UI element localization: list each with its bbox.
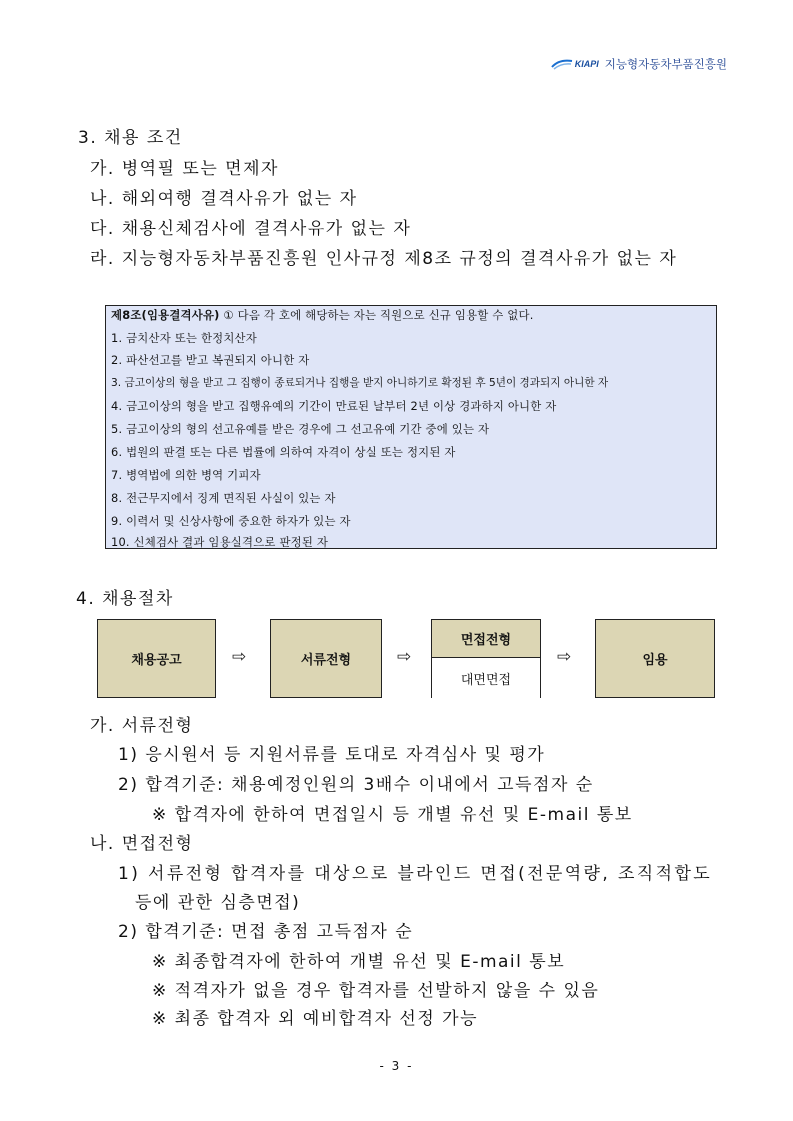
rule-item-8: 8. 전근무지에서 징계 면직된 사실이 있는 자 [111, 491, 336, 505]
flow-arrow-1: ⇨ [232, 647, 247, 667]
interview-note-2: ※ 적격자가 없을 경우 합격자를 선발하지 않을 수 있음 [152, 981, 600, 1001]
header-org-name: 지능형자동차부품진흥원 [604, 57, 727, 71]
doc-screening-title: 가. 서류전형 [90, 716, 194, 736]
flow-step-interview [431, 619, 541, 698]
interview-title: 나. 면접전형 [90, 834, 194, 854]
section3-item-1: 가. 병역필 또는 면제자 [90, 159, 279, 179]
interview-item-1-cont: 등에 관한 심층면접) [135, 893, 301, 913]
section4-title: 4. 채용절차 [76, 589, 174, 609]
flow-step-interview-type: 대면면접 [432, 658, 540, 698]
logo-text: KIAPI [574, 59, 599, 69]
rule-item-2: 2. 파산선고를 받고 복권되지 아니한 자 [111, 353, 310, 367]
rule-item-6: 6. 법원의 판결 또는 다른 법률에 의하여 자격이 상실 또는 정지된 자 [111, 445, 456, 459]
interview-item-1: 1) 서류전형 합격자를 대상으로 블라인드 면접(전문역량, 조직적합도 [118, 864, 713, 884]
rule-item-4: 4. 금고이상의 형을 받고 집행유예의 기간이 만료된 날부터 2년 이상 경과하지 아니한 자 [111, 399, 557, 413]
rule-heading [111, 307, 534, 323]
logo-swoosh-icon [551, 58, 573, 70]
rule-item-1: 1. 금치산자 또는 한정치산자 [111, 331, 257, 345]
flow-step-announcement: 채용공고 [97, 619, 216, 698]
section3-item-3: 다. 채용신체검사에 결격사유가 없는 자 [90, 219, 412, 239]
flow-step-appointment: 임용 [595, 619, 715, 698]
section3-item-2: 나. 해외여행 결격사유가 없는 자 [90, 189, 358, 209]
interview-note-3: ※ 최종 합격자 외 예비합격자 선정 가능 [152, 1009, 478, 1029]
flow-step-document: 서류전형 [270, 619, 382, 698]
section3-item-4: 라. 지능형자동차부품진흥원 인사규정 제8조 규정의 결격사유가 없는 자 [90, 249, 678, 269]
interview-item-2: 2) 합격기준: 면접 총점 고득점자 순 [118, 922, 414, 942]
doc-screening-item-1: 1) 응시원서 등 지원서류를 토대로 자격심사 및 평가 [118, 745, 546, 765]
doc-screening-item-2: 2) 합격기준: 채용예정인원의 3배수 이내에서 고득점자 순 [118, 775, 594, 795]
rule-item-5: 5. 금고이상의 형의 선고유예를 받은 경우에 그 선고유예 기간 중에 있는 자 [111, 422, 490, 436]
page-header [551, 56, 727, 72]
kiapi-logo [551, 58, 599, 70]
rule-heading-bold: 제8조(임용결격사유) [111, 308, 220, 322]
rule-heading-text: ① 다음 각 호에 해당하는 자는 직원으로 신규 임용할 수 없다. [219, 308, 534, 322]
flow-arrow-3: ⇨ [557, 647, 572, 667]
rule-item-9: 9. 이력서 및 신상사항에 중요한 하자가 있는 자 [111, 514, 351, 528]
rule-article-box [105, 305, 717, 549]
doc-screening-note: ※ 합격자에 한하여 면접일시 등 개별 유선 및 E-mail 통보 [152, 805, 633, 825]
flow-step-interview-label: 면접전형 [432, 620, 540, 658]
page-number: - 3 - [379, 1059, 414, 1073]
rule-item-3: 3. 금고이상의 형을 받고 그 집행이 종료되거나 집행을 받지 아니하기로 확정된 후 5년이 경과되지 아니한 자 [111, 377, 609, 389]
interview-note-1: ※ 최종합격자에 한하여 개별 유선 및 E-mail 통보 [152, 952, 566, 972]
rule-item-7: 7. 병역법에 의한 병역 기피자 [111, 468, 261, 482]
flow-arrow-2: ⇨ [397, 647, 412, 667]
rule-item-10: 10. 신체검사 결과 임용실격으로 판정된 자 [111, 535, 329, 549]
section3-title: 3. 채용 조건 [78, 128, 183, 148]
